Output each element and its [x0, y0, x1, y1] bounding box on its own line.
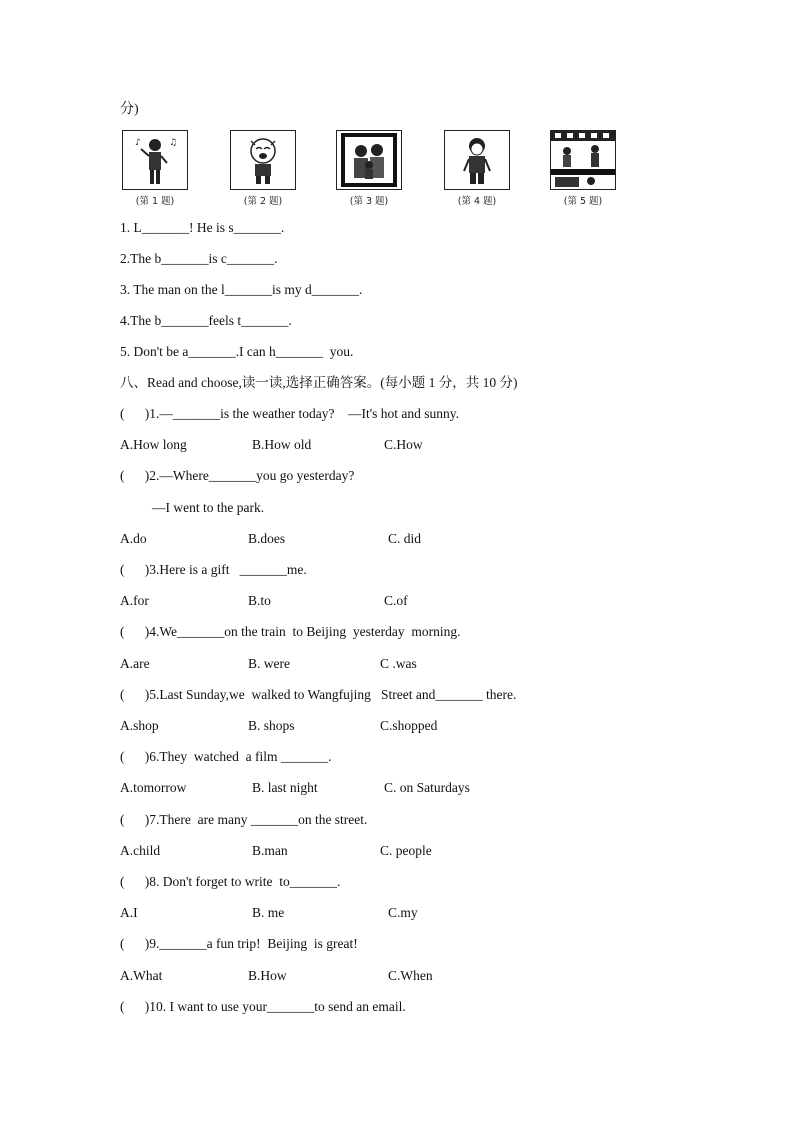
option: B. me: [252, 905, 285, 920]
picture-caption: (第 2 题): [243, 196, 283, 207]
option: B. shops: [248, 718, 295, 733]
option: A.for: [120, 593, 149, 608]
fill-in-2: 2.The b_______is c_______.: [120, 251, 278, 266]
option: A.do: [120, 531, 147, 546]
question-9-stem: ( )9._______a fun trip! Beijing is great!: [120, 936, 358, 951]
picture-caption: (第 5 题): [563, 196, 603, 207]
question-7-stem: ( )7.There are many _______on the street.: [120, 812, 368, 827]
picture-4: [444, 130, 510, 207]
question-1-stem: ( )1.—_______is the weather today? —It's hot and sunny.: [120, 406, 459, 421]
section-score-tail: 分): [120, 102, 139, 117]
picture-caption: (第 4 题): [457, 196, 497, 207]
fill-in-5: 5. Don't be a_______.I can h_______ you.: [120, 344, 354, 359]
option: A.shop: [120, 718, 159, 733]
picture-caption: (第 1 题): [135, 196, 175, 207]
option: A.are: [120, 656, 150, 671]
option: C. on Saturdays: [384, 780, 470, 795]
svg-text:♫: ♫: [169, 138, 178, 148]
picture-3: [336, 130, 402, 207]
option: B.to: [248, 593, 271, 608]
singing-man-icon: [122, 130, 188, 190]
family-photo-icon: [336, 130, 402, 190]
svg-text:♪: ♪: [135, 138, 141, 148]
question-6-stem: ( )6.They watched a film _______.: [120, 749, 332, 764]
option: C. did: [388, 531, 422, 546]
option: C.How: [384, 437, 423, 452]
picture-5: [550, 130, 616, 207]
busy-street-icon: [550, 130, 616, 190]
picture-1: [122, 130, 188, 207]
option: C.When: [388, 968, 433, 983]
fill-in-3: 3. The man on the l_______is my d_______.: [120, 282, 363, 297]
option: B.does: [248, 531, 286, 546]
question-4-stem: ( )4.We_______on the train to Beijing yesterday morning.: [120, 624, 461, 639]
option: A.How long: [120, 437, 187, 452]
option: B. were: [248, 656, 290, 671]
tired-boy-icon: [444, 130, 510, 190]
section-title: 八、Read and choose,读一读,选择正确答案。(每小题 1 分，共 10 分): [120, 375, 518, 390]
picture-row: [122, 130, 622, 210]
fill-in-4: 4.The b_______feels t_______.: [120, 313, 292, 328]
option: C.my: [388, 905, 418, 920]
question-5-stem: ( )5.Last Sunday,we walked to Wangfujing Street and_______ there.: [120, 687, 517, 702]
question-2-stem: ( )2.—Where_______you go yesterday?: [120, 468, 355, 483]
crying-baby-icon: [230, 130, 296, 190]
question-10-stem: ( )10. I want to use your_______to send an email.: [120, 999, 406, 1014]
question-2-response: —I went to the park.: [152, 500, 265, 515]
option: C.of: [384, 593, 408, 608]
fill-in-1: 1. L_______! He is s_______.: [120, 220, 285, 235]
question-3-stem: ( )3.Here is a gift _______me.: [120, 562, 307, 577]
option: A.What: [120, 968, 163, 983]
option: A.child: [120, 843, 161, 858]
option: B.How: [248, 968, 287, 983]
question-8-stem: ( )8. Don't forget to write to_______.: [120, 874, 341, 889]
option: C. people: [380, 843, 432, 858]
option: A.I: [120, 905, 138, 920]
picture-2: [230, 130, 296, 207]
option: B. last night: [252, 780, 318, 795]
option: A.tomorrow: [120, 780, 187, 795]
picture-caption: (第 3 题): [349, 196, 389, 207]
option: C .was: [380, 656, 417, 671]
option: C.shopped: [380, 718, 438, 733]
option: B.man: [252, 843, 288, 858]
option: B.How old: [252, 437, 312, 452]
